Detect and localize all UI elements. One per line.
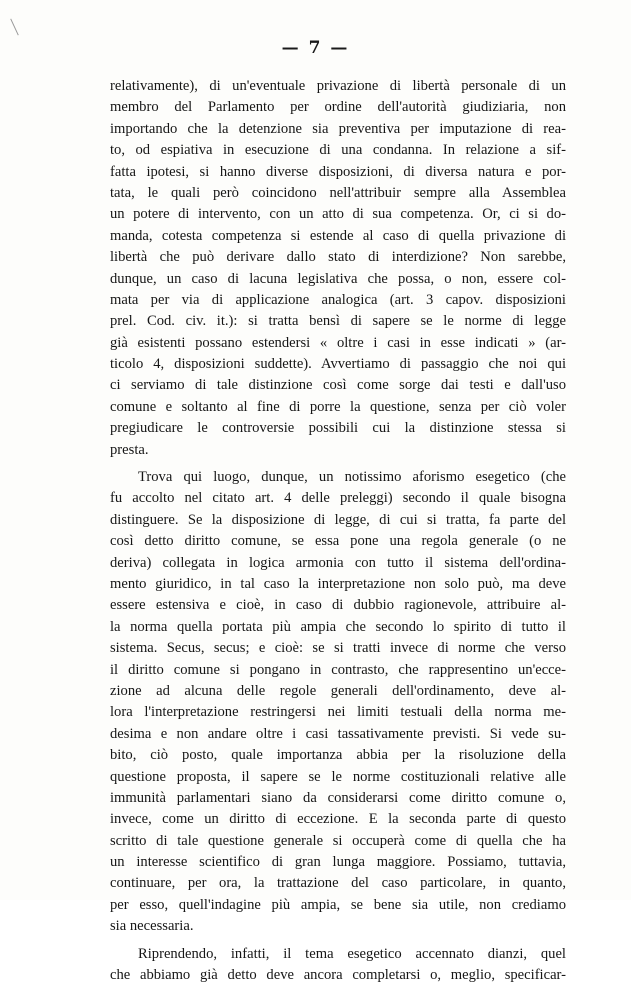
text-line: Trova qui luogo, dunque, un notissimo aforismo esegetico (che: [138, 469, 566, 486]
paragraph-2: [110, 467, 566, 938]
scan-mark: [10, 19, 19, 36]
text-line: la norma quella portata più ampia che secondo lo spirito di tutto il: [110, 618, 566, 635]
text-line: importando che la detenzione sia preventiva per imputazione di rea-: [110, 120, 566, 137]
page-number: — 7 —: [281, 38, 350, 58]
text-line: prel. Cod. civ. it.): si tratta bensì di sapere se le norme di legge: [110, 313, 566, 330]
text-line: libertà che può derivare dallo stato di interdizione? Non sarebbe,: [110, 249, 566, 266]
text-line: immunità parlamentari siano da considerarsi come diritto comune o,: [110, 789, 566, 806]
text-line: membro del Parlamento per ordine dell'autorità giudiziaria, non: [110, 99, 566, 116]
text-line: invece, come un diritto di eccezione. E la seconda parte di questo: [110, 811, 566, 828]
paragraph-3: [110, 944, 566, 986]
text-line: mata per via di applicazione analogica (art. 3 capov. disposizioni: [110, 291, 566, 308]
text-line: deriva) collegata in logica armonia con tutto il sistema dell'ordina-: [110, 554, 566, 571]
text-line: bito, ciò posto, quale importanza abbia per la risoluzione della: [110, 747, 566, 764]
text-line: desima e non andare oltre i casi tassativamente previsti. Si vede su-: [110, 725, 566, 742]
text-line: continuare, per ora, la trattazione del caso particolare, in quanto,: [110, 875, 566, 892]
text-line: presta.: [110, 441, 149, 458]
text-line: sistema. Secus, secus; e cioè: se si tratti invece di norme che verso: [110, 640, 566, 657]
text-line: che abbiamo già detto deve ancora completarsi o, meglio, specificar-: [110, 967, 566, 984]
text-line: relativamente), di un'eventuale privazione di libertà personale di un: [110, 78, 566, 94]
text-line: questione proposta, il sapere se le norme costituzionali relative alle: [110, 768, 566, 785]
text-line: ci serviamo di tale distinzione così come sorge dai testi e dall'uso: [110, 377, 566, 394]
text-line: così detto diritto comune, se essa pone una regola generale (o ne: [110, 533, 566, 550]
paragraph-1: [110, 76, 566, 461]
text-line: distinguere. Se la disposizione di legge, di cui si tratta, fa parte del: [110, 511, 566, 528]
text-line: zione ad alcuna delle regole generali dell'ordinamento, deve al-: [110, 682, 566, 699]
text-line: un interesse scientifico di gran lunga maggiore. Possiamo, tuttavia,: [110, 854, 566, 871]
text-line: fatta ipotesi, si hanno diverse disposizioni, di diversa natura e por-: [110, 163, 566, 180]
text-line: essere estensiva e cioè, in caso di dubbio ragionevole, attribuire al-: [110, 597, 566, 614]
text-line: to, od espiativa in esecuzione di una condanna. In relazione a sif-: [110, 142, 566, 159]
text-line: tata, le quali però coincidono nell'attribuir sempre alla Assemblea: [110, 184, 566, 201]
text-line: pregiudicare le controversie possibili cui la distinzione stessa si: [110, 420, 566, 437]
text-line: per esso, quell'indagine più ampia, se bene sia utile, non crediamo: [110, 896, 566, 913]
text-line: sia necessaria.: [110, 918, 194, 935]
text-line: dunque, un caso di lacuna legislativa che possa, o non, essere col-: [110, 270, 566, 287]
text-line: lora l'interpretazione restringersi nei limiti testuali della norma me-: [110, 704, 566, 721]
text-line: mento giuridico, in tal caso la interpretazione non solo può, ma deve: [110, 575, 566, 592]
body-text: [110, 76, 566, 986]
text-line: scritto di tale questione generale si occuperà come di quella che ha: [110, 832, 566, 849]
text-line: comune e soltanto al fine di porre la questione, senza per ciò voler: [110, 398, 566, 415]
text-line: ticolo 4, disposizioni suddette). Avvertiamo di passaggio che noi qui: [110, 356, 566, 373]
text-line: manda, cotesta competenza si estende al caso di quella privazione di: [110, 227, 566, 244]
text-line: già esistenti possano estendersi « oltre i casi in esse indicati » (ar-: [110, 334, 566, 351]
text-line: Riprendendo, infatti, il tema esegetico accennato dianzi, quel: [138, 945, 566, 962]
text-line: un potere di intervento, con un atto di sua competenza. Or, ci si do-: [110, 206, 566, 223]
text-line: fu accolto nel citato art. 4 delle preleggi) secondo il quale bisogna: [110, 490, 566, 507]
text-line: il diritto comune si pongano in contrasto, che rappresentino un'ecce-: [110, 661, 566, 678]
